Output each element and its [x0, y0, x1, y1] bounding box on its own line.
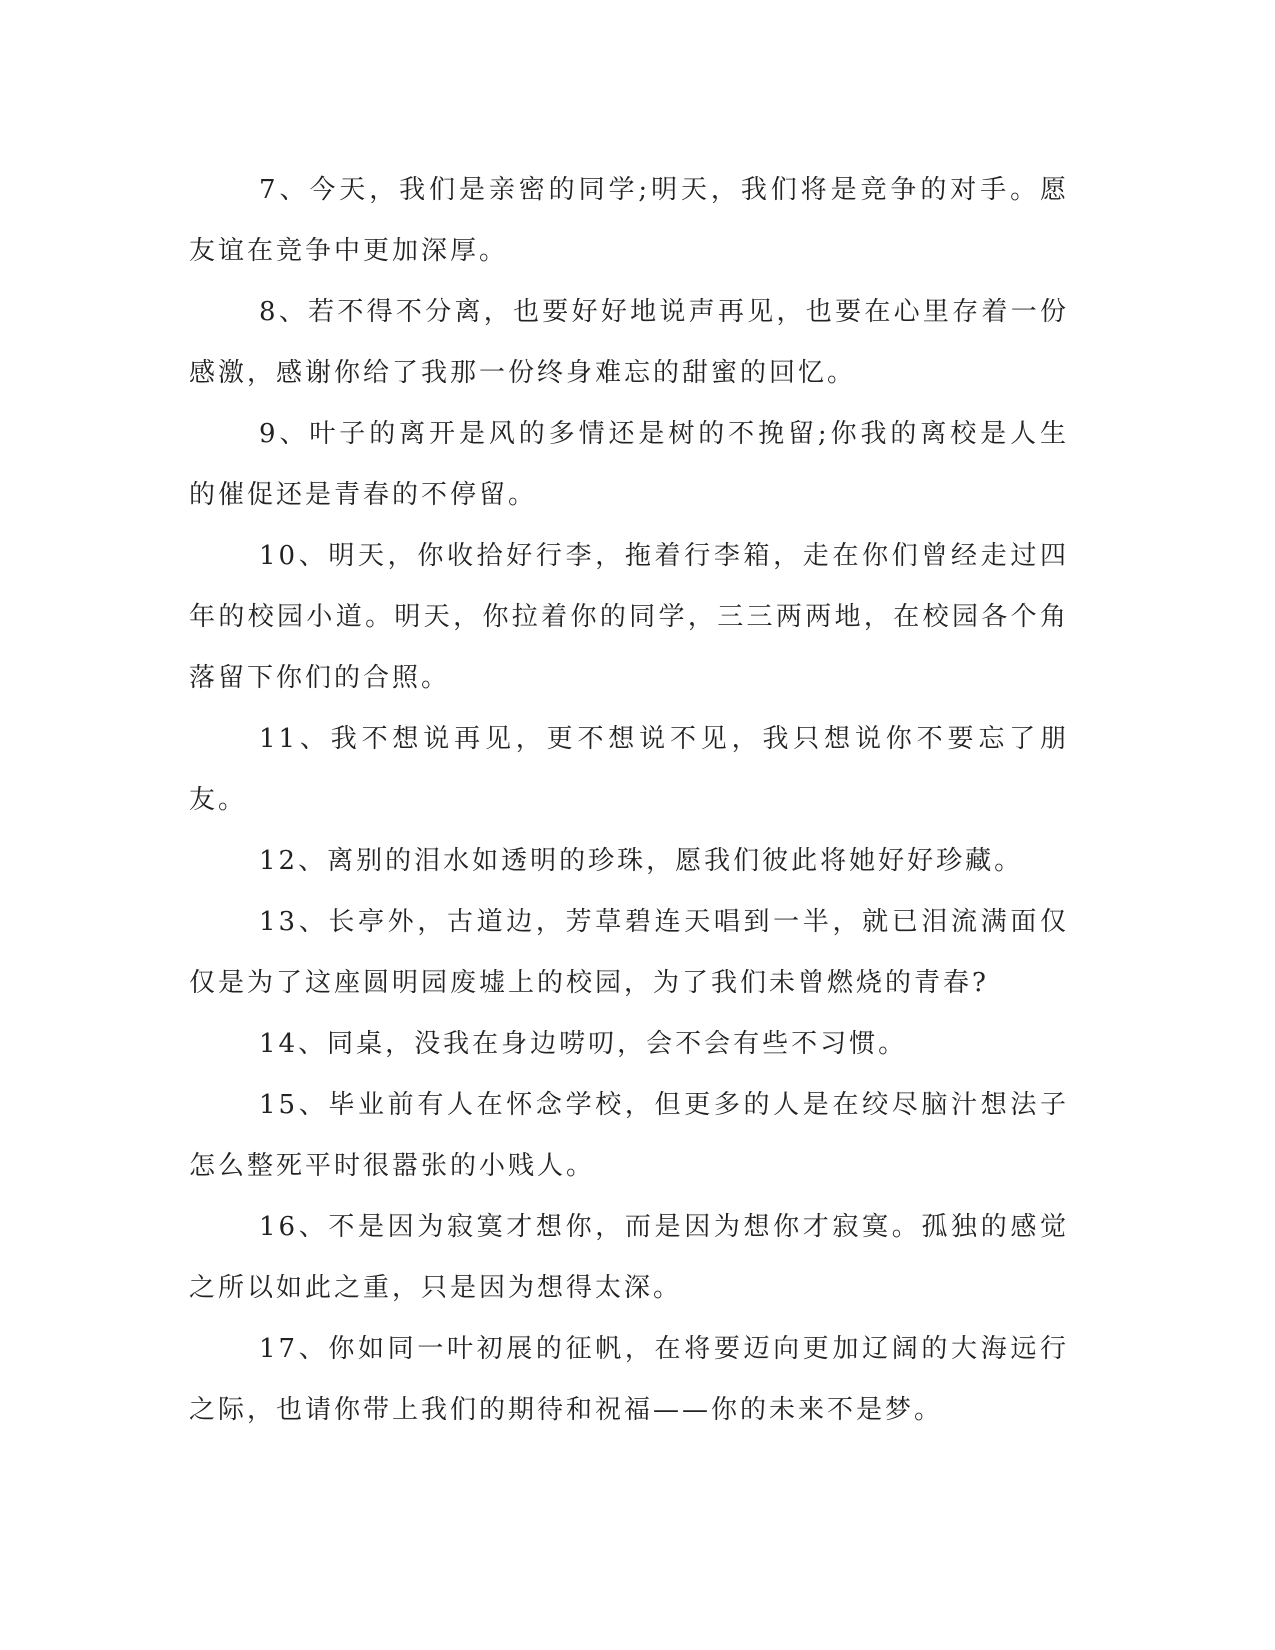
paragraph-15: 15、毕业前有人在怀念学校，但更多的人是在绞尽脑汁想法子怎么整死平时很嚣张的小贱人。	[189, 1090, 1069, 1181]
paragraph-17: 17、你如同一叶初展的征帆，在将要迈向更加辽阔的大海远行之际，也请你带上我们的期待和祝福——你的未来不是梦。	[189, 1334, 1069, 1425]
paragraph-7: 7、今天，我们是亲密的同学;明天，我们将是竞争的对手。愿友谊在竞争中更加深厚。	[189, 175, 1069, 266]
paragraph-10: 10、明天，你收拾好行李，拖着行李箱，走在你们曾经走过四年的校园小道。明天，你拉着你的同学，三三两两地，在校园各个角落留下你们的合照。	[189, 541, 1069, 693]
paragraph-12: 12、离别的泪水如透明的珍珠，愿我们彼此将她好好珍藏。	[259, 846, 1024, 876]
paragraph-13: 13、长亭外，古道边，芳草碧连天唱到一半，就已泪流满面仅仅是为了这座圆明园废墟上的校园，为了我们未曾燃烧的青春?	[189, 907, 1069, 998]
paragraph-16: 16、不是因为寂寞才想你，而是因为想你才寂寞。孤独的感觉之所以如此之重，只是因为想得太深。	[189, 1212, 1069, 1303]
paragraph-8: 8、若不得不分离，也要好好地说声再见，也要在心里存着一份感激，感谢你给了我那一份终身难忘的甜蜜的回忆。	[189, 297, 1069, 388]
paragraph-11: 11、我不想说再见，更不想说不见，我只想说你不要忘了朋友。	[189, 724, 1069, 815]
document-body	[189, 160, 1069, 1441]
paragraph-14: 14、同桌，没我在身边唠叨，会不会有些不习惯。	[259, 1029, 908, 1059]
paragraph-9: 9、叶子的离开是风的多情还是树的不挽留;你我的离校是人生的催促还是青春的不停留。	[189, 419, 1069, 510]
